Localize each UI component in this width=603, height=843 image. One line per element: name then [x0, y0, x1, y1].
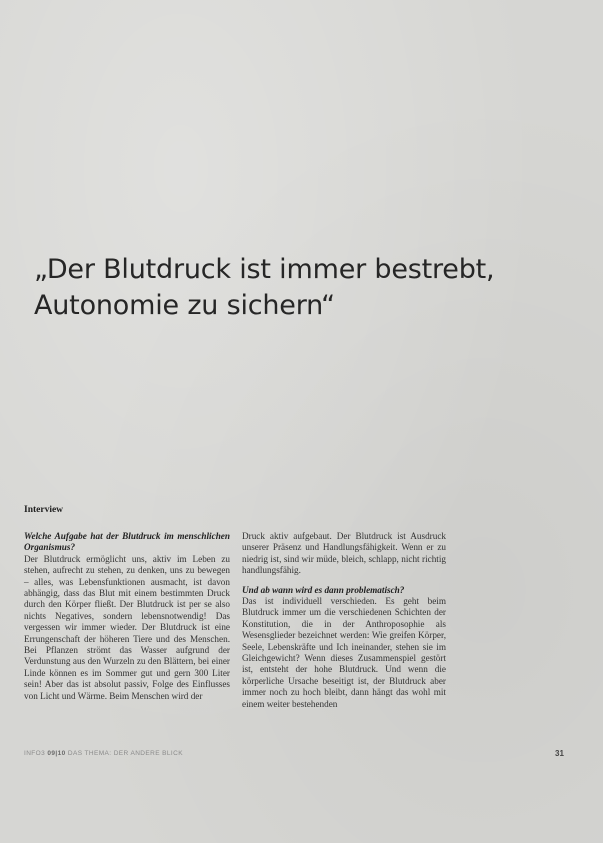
interview-answer-2: Das ist individuell verschieden. Es geht beim Blutdruck immer um die verschiedenen Schichten der Konstitution, die in der Anthroposophie als Wesensglieder bezeichnet werden: Wie greifen Körper, Seele, Lebenskräfte und Ich ineinander, stehen sie im Gleichgewicht? Wenn dieses Zusammenspiel gestört ist, entsteht der hohe Blutdruck. Und wenn die körperliche Ursache beseitigt ist, der Blutdruck aber immer noch zu hoch bleibt, dann hängt das wohl mit einem weiter bestehenden [242, 596, 446, 709]
interview-question-2: Und ab wann wird es dann problematisch? [242, 584, 405, 595]
page-footer [24, 750, 570, 757]
section-label: Interview [24, 505, 64, 515]
footer-magazine-name: INFO3 [24, 750, 46, 757]
interview-answer-1-continued: Druck aktiv aufgebaut. Der Blutdruck ist Ausdruck unserer Präsenz und Handlungsfähigkeit. Wenn er zu niedrig ist, sind wir müde, bleich, schlapp, nicht richtig handlungsfähig. [242, 531, 446, 576]
article-title [34, 252, 594, 324]
interview-question-1: Welche Aufgabe hat der Blutdruck im menschlichen Organismus? [24, 531, 230, 553]
footer-issue: 09|10 [47, 750, 66, 757]
article-title-line-1: „Der Blutdruck ist immer bestrebt, [34, 254, 495, 285]
text-column-right [242, 531, 446, 710]
interview-answer-1: Der Blutdruck ermöglicht uns, aktiv im Leben zu stehen, aufrecht zu stehen, zu denken, uns zu bewegen – alles, was Lebensfunktionen ausmacht, ist davon abhängig, dass das Blut mit einem bestimmten Druck durch den Körper fließt. Der Blutdruck ist per se also nichts Negatives, sondern lebensnotwendig! Das vergessen wir immer wieder. Der Blutdruck ist eine Errungenschaft der höheren Tiere und des Menschen. Bei Pflanzen strömt das Wasser aufgrund der Verdunstung aus den Wurzeln zu den Blättern, bei einer Linde können es im Sommer gut und gern 300 Liter sein! Aber das ist absolut passiv, Folge des Einflusses von Licht und Wärme. Beim Menschen wird der [24, 553, 230, 701]
page-number: 31 [555, 749, 564, 758]
text-column-left [24, 531, 230, 702]
paragraph-gap [242, 577, 446, 585]
article-title-line-2: Autonomie zu sichern“ [34, 290, 335, 321]
footer-section: DAS THEMA: DER ANDERE BLICK [67, 750, 183, 757]
